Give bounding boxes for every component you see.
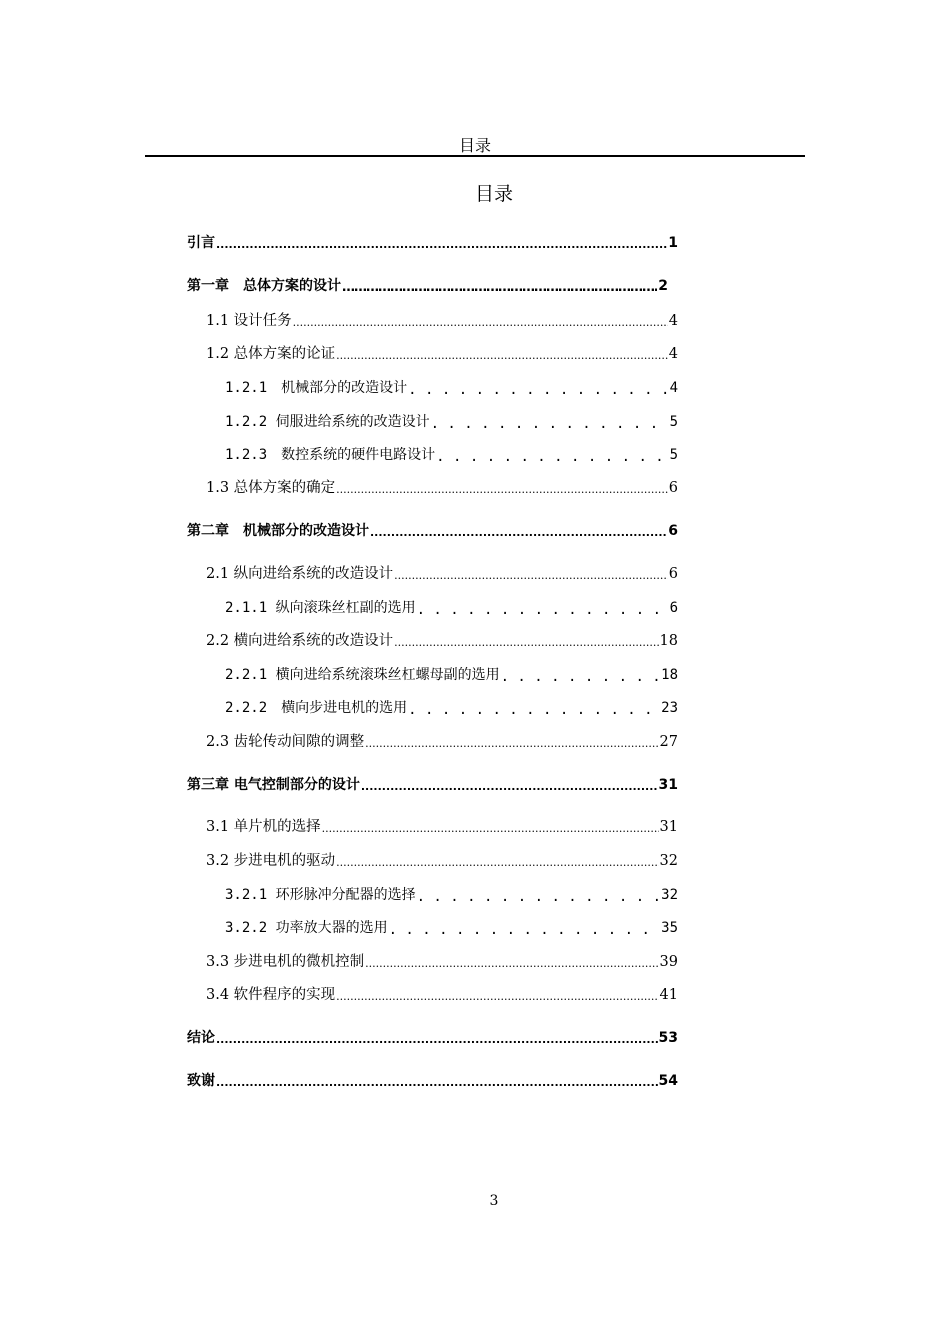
toc-entry-page: 27 <box>659 734 678 750</box>
toc-entry-page: 53 <box>658 1030 678 1046</box>
toc-entry-1-2[interactable] <box>206 344 678 364</box>
toc-leader-dots <box>216 1028 658 1048</box>
toc-leader-dots <box>431 412 669 432</box>
toc-entry-2-2[interactable] <box>206 631 678 651</box>
toc-entry-chapter-3[interactable] <box>187 775 678 795</box>
toc-entry-1-2-2[interactable] <box>225 412 678 432</box>
toc-entry-page: 4 <box>668 346 678 362</box>
toc-entry-label: 引言 <box>187 235 215 251</box>
toc-entry-page: 32 <box>661 887 678 903</box>
toc-entry-2-1[interactable] <box>206 564 678 584</box>
toc-entry-page: 6 <box>669 600 678 616</box>
running-header: 目录 <box>458 136 491 155</box>
toc-entry-page: 54 <box>658 1073 678 1089</box>
toc-entry-page: 39 <box>659 954 678 970</box>
toc-entry-page: 4 <box>669 380 678 396</box>
toc-entry-label: 1.1 设计任务 <box>206 313 292 329</box>
toc-leader-dots <box>336 478 668 498</box>
toc-entry-introduction[interactable] <box>187 233 678 253</box>
toc-entry-3-4[interactable] <box>206 985 678 1005</box>
toc-leader-dots <box>322 817 659 837</box>
toc-entry-page: 5 <box>669 414 678 430</box>
toc-leader-dots <box>365 952 658 972</box>
toc-entry-page: 6 <box>668 480 678 496</box>
toc-entry-label: 3.1 单片机的选择 <box>206 819 321 835</box>
toc-leader-dots <box>293 311 668 331</box>
toc-entry-page: 35 <box>661 920 678 936</box>
toc-entry-label: 2.1 纵向进给系统的改造设计 <box>206 566 394 582</box>
toc-entry-label: 1.2.1 机械部分的改造设计 <box>225 380 408 396</box>
toc-entry-page: 23 <box>661 700 678 716</box>
toc-entry-3-1[interactable] <box>206 817 678 837</box>
toc-entry-1-3[interactable] <box>206 478 678 498</box>
toc-entry-conclusion[interactable] <box>187 1028 678 1048</box>
page-number: 3 <box>489 1193 499 1209</box>
toc-entry-page: 31 <box>659 819 678 835</box>
toc-entry-page: 1 <box>668 235 678 251</box>
toc-entry-page: 6 <box>668 566 678 582</box>
toc-leader-dots <box>394 564 668 584</box>
toc-leader-dots <box>336 985 658 1005</box>
toc-leader-dots <box>370 521 667 541</box>
toc-entry-label: 致谢 <box>187 1073 215 1089</box>
toc-entry-chapter-2[interactable] <box>187 521 678 541</box>
toc-entry-label: 结论 <box>187 1030 215 1046</box>
toc-leader-dots <box>336 344 668 364</box>
toc-entry-2-3[interactable] <box>206 732 678 752</box>
toc-entry-label: 3.2 步进电机的驱动 <box>206 853 336 869</box>
toc-entry-1-2-3[interactable] <box>225 445 678 465</box>
toc-leader-dots <box>365 732 658 752</box>
toc-leader-dots <box>408 378 668 398</box>
toc-entry-label: 3.3 步进电机的微机控制 <box>206 954 365 970</box>
toc-leader-dots <box>216 1071 658 1091</box>
toc-entry-label: 3.2.2 功率放大器的选用 <box>225 920 388 936</box>
toc-entry-label: 3.2.1 环形脉冲分配器的选择 <box>225 887 416 903</box>
toc-entry-1-2-1[interactable] <box>225 378 678 398</box>
toc-entry-label: 2.2.2 横向步进电机的选用 <box>225 700 408 716</box>
toc-entry-2-1-1[interactable] <box>225 598 678 618</box>
toc-entry-2-2-1[interactable] <box>225 665 678 685</box>
toc-leader-dots <box>436 445 668 465</box>
toc-entry-3-2[interactable] <box>206 851 678 871</box>
toc-entry-page: 4 <box>668 313 678 329</box>
toc-leader-dots <box>336 851 658 871</box>
toc-leader-dots <box>394 631 658 651</box>
toc-entry-page: 41 <box>659 987 678 1003</box>
toc-entry-label: 2.3 齿轮传动间隙的调整 <box>206 734 365 750</box>
toc-title: 目录 <box>474 183 513 205</box>
toc-entry-label: 1.2 总体方案的论证 <box>206 346 336 362</box>
toc-leader-dots <box>389 918 661 938</box>
toc-entry-page: 31 <box>658 777 678 793</box>
toc-leader-dots <box>342 276 657 296</box>
toc-entry-label: 1.3 总体方案的确定 <box>206 480 336 496</box>
toc-leader-dots <box>501 665 661 685</box>
toc-entry-label: 2.2.1 横向进给系统滚珠丝杠螺母副的选用 <box>225 667 500 683</box>
toc-entry-label: 第三章 电气控制部分的设计 <box>187 777 360 793</box>
toc-entry-label: 2.1.1 纵向滚珠丝杠副的选用 <box>225 600 416 616</box>
toc-entry-acknowledgements[interactable] <box>187 1071 678 1091</box>
toc-entry-page: 32 <box>659 853 678 869</box>
toc-leader-dots <box>408 698 660 718</box>
toc-leader-dots <box>216 233 667 253</box>
toc-entry-page: 18 <box>661 667 678 683</box>
toc-leader-dots <box>417 885 661 905</box>
toc-entry-2-2-2[interactable] <box>225 698 678 718</box>
toc-leader-dots <box>361 775 658 795</box>
toc-entry-label: 第二章 机械部分的改造设计 <box>187 523 369 539</box>
toc-entry-3-2-2[interactable] <box>225 918 678 938</box>
toc-leader-dots <box>417 598 669 618</box>
toc-entry-chapter-1[interactable] <box>187 276 668 296</box>
toc-entry-page: 2 <box>658 278 668 294</box>
toc-entry-1-1[interactable] <box>206 311 678 331</box>
toc-entry-label: 第一章 总体方案的设计 <box>187 278 341 294</box>
toc-entry-page: 5 <box>669 447 678 463</box>
toc-entry-page: 6 <box>668 523 678 539</box>
toc-entry-label: 2.2 横向进给系统的改造设计 <box>206 633 394 649</box>
toc-entry-label: 3.4 软件程序的实现 <box>206 987 336 1003</box>
toc-entry-3-2-1[interactable] <box>225 885 678 905</box>
toc-entry-page: 18 <box>659 633 678 649</box>
toc-entry-label: 1.2.2 伺服进给系统的改造设计 <box>225 414 430 430</box>
toc-entry-3-3[interactable] <box>206 952 678 972</box>
toc-entry-label: 1.2.3 数控系统的硬件电路设计 <box>225 447 436 463</box>
